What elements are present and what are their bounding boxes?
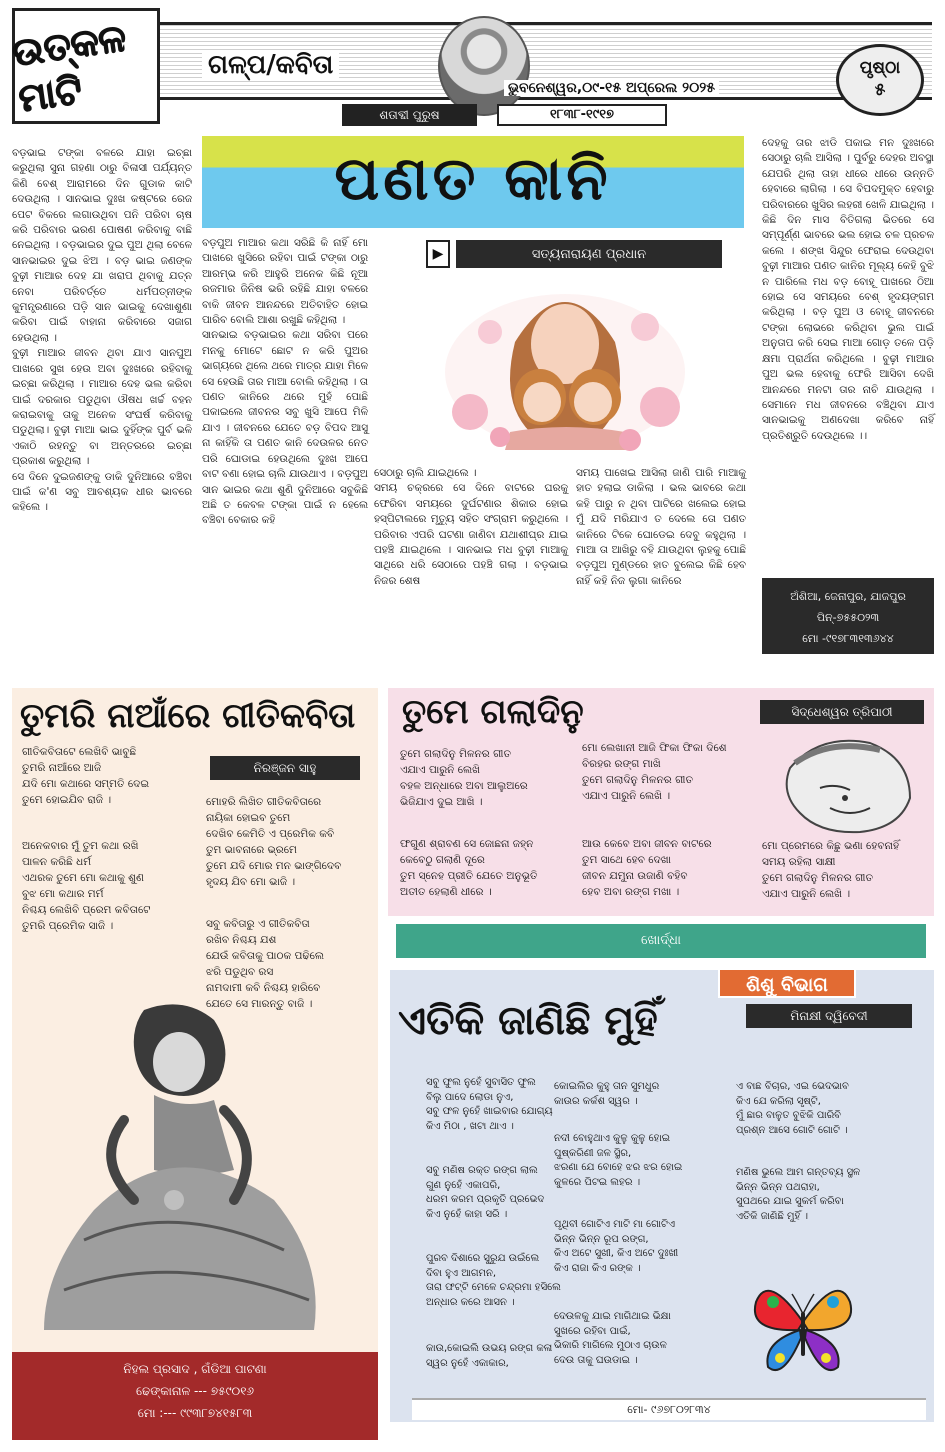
verse-line: ବିଲୁ ପାଦେ ଲୋଡା ନୁଏ,: [426, 1091, 514, 1103]
story-column-3: ସେଠାରୁ ଚାଲି ଯାଇଥିଲେ । ସମୟ ଚକ୍ରରେ ସେ ଦିନେ ବାଟରେ ଘରକୁ ଫେରିବା ସମୟରେ ଦୁର୍ଘଟଣାର ଶିକାର ହୋଇ ହସ୍ପିଟାଲରେ ମୃତ୍ୟୁ ସହିତ ସଂଗ୍ରାମ କରୁଥିଲେ । ପରିବାର ଏପରି ଘଟଣା ଜାଣିବା ଯଥାଶୀଘ୍ର ଯାଇ ପହଞ୍ଚି ଯାଇଥିଲେ । ସାନଭାଇ ମଧ ବୁଢ଼ୀ ମାଆକୁ ସାଥିରେ ଧରି ସେଠାରେ ପହଞ୍ଚି ଗଲା । ବଡ଼ଭାଇ ନିଜର ଶେଷ: [374, 467, 568, 587]
address-phone: ମୋ -୯୧୭୮୩୧୩୬୪୪: [802, 632, 894, 645]
verse-line: ହେବ ଅବା ରଙ୍ଗ ମଖା ।: [582, 886, 680, 898]
story-title: ପଣତ କାନି: [334, 144, 612, 214]
verse-line: ତୁମ ଭାବନାରେ ଭ୍ରମେ: [206, 844, 297, 856]
poem3-stanza-4: [426, 1342, 552, 1371]
poem2-place: ଖୋର୍ଦ୍ଧା: [396, 924, 926, 958]
children-section-badge: ଶିଶୁ ବିଭାଗ: [718, 968, 856, 998]
play-icon: ▶: [426, 240, 450, 268]
poem3-poet: ମିନାକ୍ଷୀ ଦ୍ୱିବେଦୀ: [746, 1004, 912, 1028]
verse-line: କାଉର କର୍କଶ ସ୍ୱର ।: [554, 1095, 638, 1107]
verse-line: ଆଉ କେବେ ଅବା ଜୀବନ ବାଟରେ: [582, 838, 712, 850]
verse-line: ନାମଦାମୀ କବି ନିଶ୍ଚୟ ହାରିବେ: [206, 982, 321, 994]
verse-line: ତୁମ ସ୍ନେହ ପ୍ରୀତି ଯେତେ ଅନୁଭୂତି: [400, 870, 538, 882]
verse-line: ବହଳ ଅନ୍ଧାରେ ଅବା ଆଲୁଅରେ: [400, 780, 528, 792]
verse-line: ମୋ ପ୍ରେମରେ କିଛୁ ଭଣା ହେବନାହିଁ: [762, 840, 900, 852]
story-address-box: [762, 578, 934, 654]
address-pin: ପିନ୍-୭୫୫୦୨୩: [816, 611, 880, 624]
verse-line: ହୃଦୟ ଯିବ ମୋ ଭାଜି ।: [206, 876, 296, 888]
logo-text: ଉତ୍କଳ ମାଟି: [9, 14, 129, 121]
verse-line: ଗୁଣ ନୁହେଁ ଏକାପରି,: [426, 1179, 501, 1191]
verse-line: ପ୍ରଶ୍ନ ଆସେ ଗୋଟି ଗୋଟି ।: [736, 1124, 848, 1136]
newspaper-logo: [9, 8, 160, 124]
years-label: ୧୮୩୮-୧୯୧୭: [497, 104, 667, 126]
verse-line: ଏଥରକ ତୁମେ ମୋ କଥାକୁ ଶୁଣ: [22, 872, 144, 884]
verse-line: ସବୁ ଫଳ ନୁହେଁ ଖାଇବାର ଯୋଗ୍ୟ: [426, 1106, 553, 1118]
story-author-bar: [426, 240, 722, 268]
verse-line: ଜୀବନ ଯମୁନା ଉଜାଣି ବହିବ: [582, 870, 688, 882]
poem3-stanza-1: [426, 1076, 553, 1134]
verse-line: ପୃଥିବୀ ଗୋଟିଏ ମାଟି ମା ଗୋଟିଏ: [554, 1219, 675, 1230]
verse-line: କିଏ ଯେ କରିଲା ସୃଷ୍ଟି,: [736, 1095, 821, 1107]
story-title-band: [202, 136, 744, 228]
verse-line: ଭିନ୍ନ ଭିନ୍ନ ପଥରାହା,: [736, 1181, 820, 1193]
poem1-stanza-1: [22, 744, 149, 808]
poem2-poet: ସିଦ୍ଧେଶ୍ୱର ତ୍ରିପାଠୀ: [760, 700, 924, 724]
page-number: ୫: [874, 80, 886, 100]
verse-line: ନିଶ୍ଚୟ ଲେଖିବି ପ୍ରେମ କବିତାଟେ: [22, 904, 151, 916]
verse-line: ଦେଉ ତାକୁ ଘଉଡାଇ ।: [554, 1354, 638, 1366]
poem3-stanza-5: [554, 1080, 659, 1109]
verse-line: କିଏ ନୁହେଁ କାହା ସରି ।: [426, 1208, 508, 1220]
poem1-title: ତୁମରି ନାଆଁରେ ଗୀତିକବିତା: [20, 696, 356, 736]
verse-line: ଦେଖିବ କେମିତି ଏ ପ୍ରେମିକ କବି: [206, 828, 335, 840]
poem2-title: ତୁମେ ଗଲାଦିନୁ: [402, 692, 584, 732]
poem3-stanza-9: [736, 1080, 849, 1138]
verse-line: ଏଯାଏ ପାରୁନି ଲେଖି ।: [582, 790, 671, 802]
verse-line: କାଉ,କୋଇଲି ଉଭୟ ରଙ୍ଗ କଳା: [426, 1343, 553, 1354]
verse-line: ପୁଷ୍କରିଣୀ ଜଳ ସ୍ଥିର,: [554, 1147, 632, 1159]
poem2-stanza-2: [400, 836, 538, 900]
verse-line: ନାୟିକା ହୋଇବ ତୁମେ: [206, 812, 291, 824]
verse-line: ଏଯାଏ ପାରୁନି ଲେଖି ।: [762, 888, 851, 900]
verse-line: ବିରହର ରଙ୍ଗ ମାଖି: [582, 758, 661, 770]
poem3-stanza-3: [426, 1252, 561, 1310]
poem3-stanza-2: [426, 1164, 544, 1222]
portrait-image: [438, 16, 530, 116]
verse-line: ନଦୀ ବୋହୁଥାଏ କୁଳୁ କୁଳୁ ହୋଇ: [554, 1133, 671, 1144]
verse-line: ସବୁ କବିତାରୁ ଏ ଗୀତିକବିତା: [206, 918, 310, 930]
poem3-phone: ମୋ- ୯୬୭୮୦୨୮୩୪: [412, 1398, 926, 1420]
verse-line: ତାରା ଫଟ୍ଟି ମେଳେ ଚନ୍ଦ୍ରମା ହସିଲେ: [426, 1282, 561, 1294]
verse-line: ଏତିକି ଜାଣିଛି ମୁହିଁ ।: [736, 1210, 808, 1222]
verse-line: ଫଗୁଣ ଶ୍ରାବଣ ସେ ଜୋଛନା ଜହ୍ନ: [400, 838, 534, 850]
verse-line: ମଣିଷ ଭୁଲେ ଆମ ଗନ୍ତବ୍ୟ ସ୍ଥଳ: [736, 1167, 861, 1178]
story-column-1: ବଡ଼ଭାଇ ଟଙ୍କା ବଳରେ ଯାହା ଇଚ୍ଛା କରୁଥିଲା ସୁନା ଗହଣା ଠାରୁ ବିଳାସୀ ପର୍ଯ୍ୟନ୍ତ କିଣି ବେଶ୍ ଆରାମରେ ଦିନ ଗୁଡାକ କାଟି ଦେଉଥିଲା । ସାନଭାଇ ଦୁଃଖ କଷ୍ଟରେ ରେଜ ପେଟ ବିକରେ ଲଗାଉଥିବା ପନି ପରିବା ଚାଷ କରି ପରିବାର ଭରଣ ପୋଷଣ କରିବାକୁ ବାଛି ନେଇଥିଲା । ବଡ଼ଭାଇର ଦୁଇ ପୁଅ ଥିଲା ବେଳେ ସାନଭାଇର ଦୁଇ ଝିଅ । ବଡ଼ ଭାଇ ଜଣଙ୍କ ବୁଢ଼ୀ ମାଆର ଦେହ ଯା ଖରାପ ଥିବାକୁ ଯତ୍ନ ନେବା ପରିବର୍ତ୍ତେ ଧର୍ମପତ୍ନୀଙ୍କ କୁମନ୍ତ୍ରଣାରେ ପଡ଼ି ସାନ ଭାଇକୁ ଦେଖାଶୁଣା କରିବା ପାଇଁ ବାହାନା କରିବାରେ ସଜାଗ ହେଉଥିଲା । ବୁଢ଼ୀ ମାଆର ଜୀବନ ଥିବା ଯାଏ ସାନପୁଅ ପାଖରେ ସୁଖ ହେଉ ଅବା ଦୁଃଖରେ ରହିବାକୁ ଇଚ୍ଛା କରିଥିଲା । ମାଆର ଦେହ ଭଲ କରିବା ପାଇଁ ଦରକାର ପଡୁଥିବା ଔଷଧ ଖର୍ଚ୍ଚ ବହନ କରାଇବାକୁ ତାକୁ ଅନେକ ସଂଘର୍ଷ କରିବାକୁ ପଡୁଥିଲା। ବୁଢ଼ୀ ମାଆ ଭାଇ ଦୁହିଁଙ୍କ ପୁର୍ବ ଭଳି ଏକାଠି ରହନ୍ତୁ ବା ଅନ୍ତରରେ ଇଚ୍ଛା ପ୍ରକାଶ କରୁଥିଲା । ସେ ଦିନେ ଦୁଇଜଣଙ୍କୁ ଡାକି ଦୁନିଆରେ ବଞ୍ଚିବା ପାଇଁ କ'ଣ ସବୁ ଆବଶ୍ୟକ ଧୀର ଭାବରେ କହିଲେ ।: [12, 147, 192, 514]
poem2-stanza-1: [400, 746, 528, 810]
edition-date: ଭୁବନେଶ୍ୱର,୦୯-୧୫ ଅପ୍ରେଲ ୨୦୨୫: [504, 80, 719, 96]
story-column-4: ସମୟ ପାଖେଇ ଆସିଲା ଜାଣି ପାରି ମାଆକୁ ହାତ ହଲାଇ ଡାକିଲା । ଭଲ ଭାବରେ କଥା କହି ପାରୁ ନ ଥିବା ପାଟିରେ ଖଲେଇ ହୋଇ ମୁଁ ଯଦି ମରିଯାଏ ତ ଦେଲେ ତୋ ପଣତ କାନିରେ ଟିକେ ଘୋଡେଇ ଦେବୁ କହୁଥିଲା । ମାଆ ତା ଆଖିରୁ ବହି ଯାଉଥିବା ଲୁହକୁ ପୋଛି ବଡ଼ପୁଅ ମୁଣ୍ଡରେ ହାତ ବୁଲେଇ କିଛି ହେବ ନାହିଁ କହି ନିଜ ଲୁଗା କାନିରେ: [576, 467, 746, 587]
verse-line: ଏଯାଏ ପାରୁନି ଲେଖି: [400, 764, 481, 776]
verse-line: ସବୁ ଫୁଲ ନୁହେଁ ସୁବାସିତ ଫୁଲ: [426, 1077, 536, 1088]
poem3-stanza-6: [554, 1132, 682, 1190]
verse-line: ଯେଉଁ କବିତାକୁ ପାଠକ ପଢିଲେ: [206, 950, 325, 962]
verse-line: ଭିନ୍ନ ଭିନ୍ନ ରୂପ ରଙ୍ଗ,: [554, 1233, 649, 1245]
verse-line: ଝରଣା ଯେ ବୋହେ ଝର ଝର ହୋଇ: [554, 1162, 683, 1174]
old-man-sketch-illustration: [760, 728, 930, 836]
address-line: ଅଁଶିଆ, ଜେନାପୁର, ଯାଜପୁର: [790, 590, 906, 603]
verse-line: ଗୀତିକବିତାଟେ ଲେଖିବି ଭାବୁଛି: [22, 746, 137, 758]
poem1-stanza-2: [206, 794, 341, 890]
poem3-stanza-10: [736, 1166, 860, 1224]
verse-line: ସମୟ ରହିଲା ସାକ୍ଷୀ: [762, 856, 836, 868]
verse-line: ତୁମରି ନାଆଁରେ ଆଜି: [22, 762, 102, 774]
poem2-stanza-4: [582, 836, 712, 900]
verse-line: କୁଳରେ ପିଟଇ ଲହର ।: [554, 1176, 641, 1188]
verse-line: ତୁମେ ଯଦି ମୋର ମନ ଭାଙ୍ଗିଦେବ: [206, 860, 342, 872]
signature-name: ନିହଲ ପ୍ରସାଦ , ଗଁଡିଆ ପାଟଣା: [123, 1362, 267, 1376]
verse-line: ପୁରବ ଦିଶାରେ ସୁରୁଯ ଉଇଁଲେ: [426, 1253, 540, 1264]
verse-line: କିଏ ରାଜା କିଏ ରଙ୍କ ।: [554, 1262, 641, 1274]
verse-line: ମୋ ଲେଖାନୀ ଆଜି ଫିକା ଫିକା ଦିଶେ: [582, 742, 727, 754]
poem1-signature: [12, 1352, 378, 1440]
verse-line: ସବୁ ମଣିଷ ରକ୍ତ ରଙ୍ଗ ଲାଲ: [426, 1165, 538, 1176]
story-author: ସତ୍ୟନାରାୟଣ ପ୍ରଧାନ: [456, 240, 722, 268]
verse-line: ଦିବା ହୁଏ ଆଗମନ,: [426, 1267, 497, 1279]
poem1-stanza-4: [206, 916, 324, 1012]
verse-line: ସ୍ୱର ନୁହେଁ ଏକାକାର,: [426, 1357, 509, 1369]
poem3-stanza-8: [554, 1310, 671, 1368]
verse-line: ପାଳନ କରିଛି ଧର୍ମ: [22, 856, 92, 868]
verse-line: ତୁମେ ଗଲାଦିନୁ ମିଳନର ଗୀତ: [400, 748, 511, 760]
verse-line: ଯଦି ମୋ କଥାରେ ସମ୍ମତି ଦେଇ: [22, 778, 150, 790]
verse-line: ମୋହରି ଲିଖିତ ଗୀତିକବିତାରେ: [206, 796, 322, 808]
signature-phone: ମୋ :--- ୯୯୩୮୭୪୧୫୮୩: [137, 1406, 253, 1420]
butterfly-illustration: [748, 1272, 858, 1382]
verse-line: ସୁଖରେ ରହିବା ପାଇଁ,: [554, 1325, 631, 1337]
verse-line: ଭିକାରି ମାଗିଲେ ମୁଠାଏ ଚାଉଳ: [554, 1340, 667, 1352]
verse-line: କିଏ ଅଟେ ସୁଖୀ, କିଏ ଅଟେ ଦୁଃଖୀ: [554, 1248, 679, 1260]
verse-line: କେବେଠୁ ଗଲାଣି ଦୂରେ: [400, 854, 485, 866]
verse-line: ତୁମେ ଗଲାଦିନୁ ମିଳନର ଗୀତ: [762, 872, 873, 884]
verse-line: ଧରମ କରମ ପ୍ରକୃତି ପ୍ରଭେଦ: [426, 1194, 545, 1206]
verse-line: ତୁମେ ହୋଇଯିବ ରାଜି ।: [22, 794, 112, 806]
verse-line: ବୁଝ ମୋ କଥାର ମର୍ମ: [22, 888, 104, 900]
woman-sketch-illustration: [24, 1000, 354, 1340]
verse-line: ଅନେକବାର ମୁଁ ତୁମ କଥା ରଖି: [22, 840, 139, 852]
verse-line: ରଖିବ ନିଶ୍ଚୟ ଯଶ: [206, 934, 277, 946]
verse-line: ସୁପଥରେ ଯାଇ ସୁକର୍ମ କରିବା: [736, 1196, 844, 1208]
poem2-stanza-5: [762, 838, 899, 902]
masthead: [9, 8, 932, 126]
section-label: ଗଳ୍ପ/କବିତା: [202, 50, 339, 81]
poem2-stanza-3: [582, 740, 727, 804]
verse-line: ଦେଉଳକୁ ଯାଇ ମାଗିଥାଇ ଭିକ୍ଷା: [554, 1311, 671, 1322]
verse-line: ତୁମେ ଗଲାଦିନୁ ମିଳନର ଗୀତ: [582, 774, 693, 786]
verse-line: ଏ ବାଛ ବିଚାର, ଏଇ ଭେଦଭାବ: [736, 1081, 849, 1092]
story-column-2: ବଡ଼ପୁଅ ମାଆର କଥା ସରିଛି କି ନାହିଁ ମୋ ପାଖରେ ଖୁସିରେ ରହିବା ପାଇଁ ଟଙ୍କା ଠାରୁ ଆରମ୍ଭ କରି ଆହୁରି ଅନେକ କିଛି ନୂଆ ରଜମାର ଜିନିଷ ଭରି ରହିଛି ଯାହା ବଳରେ ବାକି ଜୀବନ ଆନନ୍ଦରେ ଅତିବାହିତ ହୋଇ ପାରିବ ବୋଲି ଆଶା ରଖୁଛି କହିଥିଲା । ସାନଭାଇ ବଡ଼ଭାଇର କଥା ସରିବା ପରେ ମନକୁ ମୋଟେ ଛୋଟ ନ କରି ପୁଅର ଭାଗ୍ୟରେ ଥିଲେ ଥରେ ମାତ୍ର ଯାହା ମିଳେ ସେ ହେଉଛି ତାର ମାଆ ବୋଲି କହିଥିଲା । ତା ପଣତ କାନିରେ ଥରେ ମୁହଁ ପୋଛି ପକାଇଲେ ଜୀବନର ସବୁ ଖୁସି ଆପେ ମିଳି ଯାଏ । ଜୀବନରେ ଯେତେ ବଡ଼ ବିପଦ ଆସୁ ନା କାହିଁକି ତା ପଣତ କାନି ଦେଉଳର ନେତ ପରି ଘୋଡାଇ ହେଉଥିଲେ ଦୁଃଖ ଆପେ ବାଟ ବଣା ହୋଇ ଚାଲି ଯାଉଥାଏ । ବଡ଼ପୁଅ ସାନ ଭାଇର କଥା ଶୁଣି ଦୁନିଆରେ ସବୁକିଛି ଅଛି ତ କେବଳ ଟଙ୍କା ପାଇଁ ନ ହେଲେ ବଞ୍ଚିବା ବେକାର କହି: [202, 237, 368, 527]
verse-line: ତୁମରି ପ୍ରେମିକ ସାଜି ।: [22, 920, 114, 932]
verse-line: ଯେତେ ସେ ମାରନ୍ତୁ ବାଜି ।: [206, 998, 313, 1010]
poem3-title: ଏତିକି ଜାଣିଛି ମୁହିଁ: [398, 998, 658, 1044]
mother-children-illustration: [430, 272, 700, 452]
poem1-stanza-3: [22, 838, 151, 934]
page-badge: [836, 44, 924, 116]
page-label: ପୃଷ୍ଠା: [859, 58, 901, 78]
signature-address: ଢେଙ୍କାନାଳ --- ୭୫୯୦୧୬: [135, 1384, 255, 1398]
verse-line: ଝରି ପଡୁଥିବ ରସ: [206, 966, 274, 978]
verse-line: କୋଇଲିର କୁହୁ ତାନ ସୁମଧୁର: [554, 1081, 660, 1092]
verse-line: ଭିଜିଯାଏ ଦୁଇ ଆଖି ।: [400, 796, 483, 808]
verse-line: ଅନ୍ଧାର କରେ ଆସନ ।: [426, 1296, 515, 1308]
story-column-5: ଦେହକୁ ତାର ଝାଡି ପକାଇ ମନ ଦୁଃଖରେ ସେଠାରୁ ଚାଲି ଆସିଲା । ପୁର୍ବରୁ ଦେହର ଅବସ୍ଥା ଯେପରି ଥିଲା ତାହା ଧୀରେ ଧୀରେ ଉନ୍ନତି ହେବାରେ ଲାଗିଲା । ସେ ବିପଦମୁକ୍ତ ହେବାରୁ ପରିବାରରେ ଖୁସିର ଲହରୀ ଖେଳି ଯାଇଥିଲା । କିଛି ଦିନ ମାସ ବିତିଗଲା ଭିତରେ ସେ ସମ୍ପୂର୍ଣ୍ଣ ଭାବରେ ଭଲ ହୋଇ ଚଳ ପ୍ରଚଳ କଲେ । ଶଙ୍ଖ ସିନ୍ଦୁର ଫେରାଇ ଦେଉଥିବା ବୁଢ଼ୀ ମାଆର ପଣତ କାନିର ମୂଲ୍ୟ କେହି ବୁଝି ନ ପାରିଲେ ମଧ ବଡ଼ ବୋହୂ ପାଖରେ ଠିଆ ହୋଇ ସେ ସମୟରେ ବେଶ୍ ହୃଦୟଙ୍ଗମ କରିଥିଲା । ବଡ଼ ପୁଅ ଓ ବୋହୂ ଜୀବନରେ ଟଙ୍କା ଲୋଭରେ କରିଥିବା ଭୁଲ ପାଇଁ ଅନୁତାପ କରି ସେଇ ମାଆ ଗୋଡ଼ ତଳେ ପଡ଼ି କ୍ଷମା ପ୍ରାର୍ଥନା କରିଥିଲେ । ବୁଢ଼ୀ ମାଆର ପୁଅ ଭଲ ହେବାକୁ ଫେରି ଆସିବା ଦେଖି ଆନନ୍ଦରେ ମନଟା ତାର ନାଚି ଯାଉଥିଲା । ସେମାନେ ମଧ ଜୀବନରେ ବଞ୍ଚିଥିବା ଯାଏ ସାନଭାଇକୁ ଅଣଦେଖା କରିବେ ନାହିଁ ପ୍ରତିଶ୍ରୁତି ଦେଉଥିଲେ ।।: [762, 137, 934, 442]
verse-line: ତୁମ ସାଥେ ହେବ ଦେଖା: [582, 854, 671, 866]
verse-line: ଅତୀତ ହେଲାଣି ଧୀରେ ।: [400, 886, 492, 898]
century-label: ଶତାବ୍ଦୀ ପୁରୁଷ: [342, 104, 477, 126]
poem1-poet: ନିରଞ୍ଜନ ସାହୁ: [210, 756, 360, 780]
verse-line: ମୁଁ ଛାର ବାଳୁତ ବୁଝିକି ପାରିବି: [736, 1110, 842, 1122]
poem3-stanza-7: [554, 1218, 678, 1276]
verse-line: କିଏ ମିଠା , ଖଟା ଥାଏ ।: [426, 1120, 514, 1132]
